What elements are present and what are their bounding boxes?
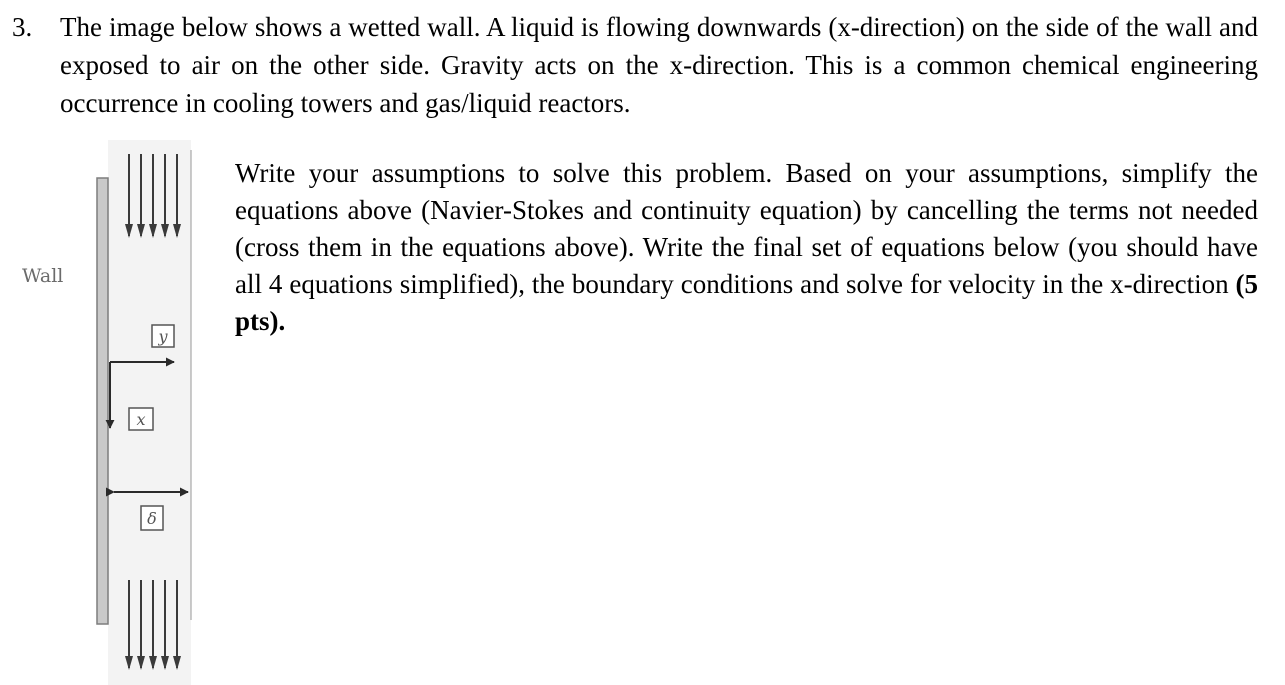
instructions-body: Write your assumptions to solve this problem. Based on your assumptions, simplify the equations above (Navier-Stokes and continuity equation) by cancelling the terms not needed (cross them in the equations above). Write the final set of equations below (you should have all 4 equations simplified), the boundary conditions and solve for velocity in the x-direction: [235, 158, 1258, 299]
wetted-wall-figure: [0, 140, 230, 685]
wall: [97, 178, 108, 624]
problem-statement: [60, 8, 1258, 122]
instructions-text: [235, 155, 1258, 340]
wetted-wall-diagram: [0, 140, 230, 685]
delta-label: δ: [147, 509, 157, 528]
y-axis-label: y: [158, 327, 168, 346]
x-axis-label: x: [136, 410, 146, 429]
points-label: (5 pts).: [235, 269, 1258, 336]
problem-stem-text: The image below shows a wetted wall. A liquid is flowing downwards (x-direction) on the side of the wall and exposed to air on the other side. Gravity acts on the x-direction. This is a common chemical engineering occurrence in cooling towers and gas/liquid reactors.: [60, 12, 1258, 118]
problem-number: 3.: [12, 12, 33, 42]
wall-label: Wall: [22, 265, 64, 287]
